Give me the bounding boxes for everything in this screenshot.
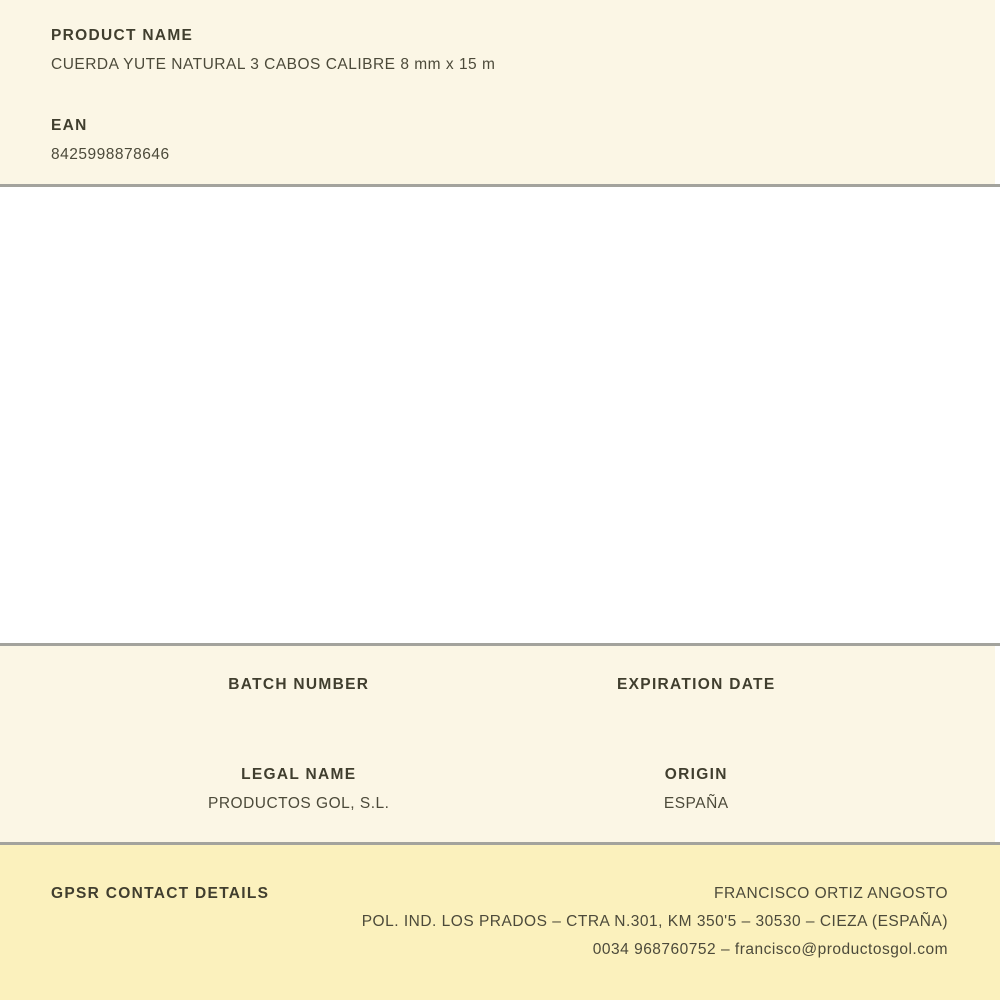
product-info-section: [0, 0, 995, 184]
origin-value: ESPAÑA: [663, 795, 729, 812]
gpsr-contact-phone-email: 0034 968760752 – francisco@productosgol.com: [592, 941, 948, 958]
gpsr-contact-name: FRANCISCO ORTIZ ANGOSTO: [714, 885, 948, 902]
origin-label: ORIGIN: [664, 766, 728, 783]
batch-number-value: [100, 704, 498, 724]
gpsr-contact-section: [0, 845, 1000, 1000]
product-image-area: [0, 187, 1000, 643]
gpsr-contact-block: [269, 880, 948, 964]
ean-value: 8425998878646: [51, 146, 170, 163]
gpsr-contact-address: POL. IND. LOS PRADOS – CTRA N.301, KM 350'5 – 30530 – CIEZA (ESPAÑA): [361, 913, 948, 930]
expiration-date-value: [498, 704, 896, 724]
ean-field: [51, 116, 944, 165]
product-name-field: [51, 26, 944, 75]
legal-name-value: PRODUCTOS GOL, S.L.: [208, 795, 390, 812]
product-name-label: PRODUCT NAME: [51, 27, 194, 44]
product-details-section: [0, 646, 995, 842]
details-grid: [100, 675, 895, 814]
batch-number-label: BATCH NUMBER: [228, 676, 370, 693]
ean-label: EAN: [51, 117, 88, 134]
product-name-value: CUERDA YUTE NATURAL 3 CABOS CALIBRE 8 mm x 15 m: [51, 56, 496, 73]
gpsr-contact-label: GPSR CONTACT DETAILS: [51, 885, 270, 902]
origin-field: [498, 765, 896, 814]
expiration-date-field: [498, 675, 896, 724]
batch-number-field: [100, 675, 498, 724]
legal-name-label: LEGAL NAME: [241, 766, 357, 783]
expiration-date-label: EXPIRATION DATE: [617, 676, 776, 693]
legal-name-field: [100, 765, 498, 814]
